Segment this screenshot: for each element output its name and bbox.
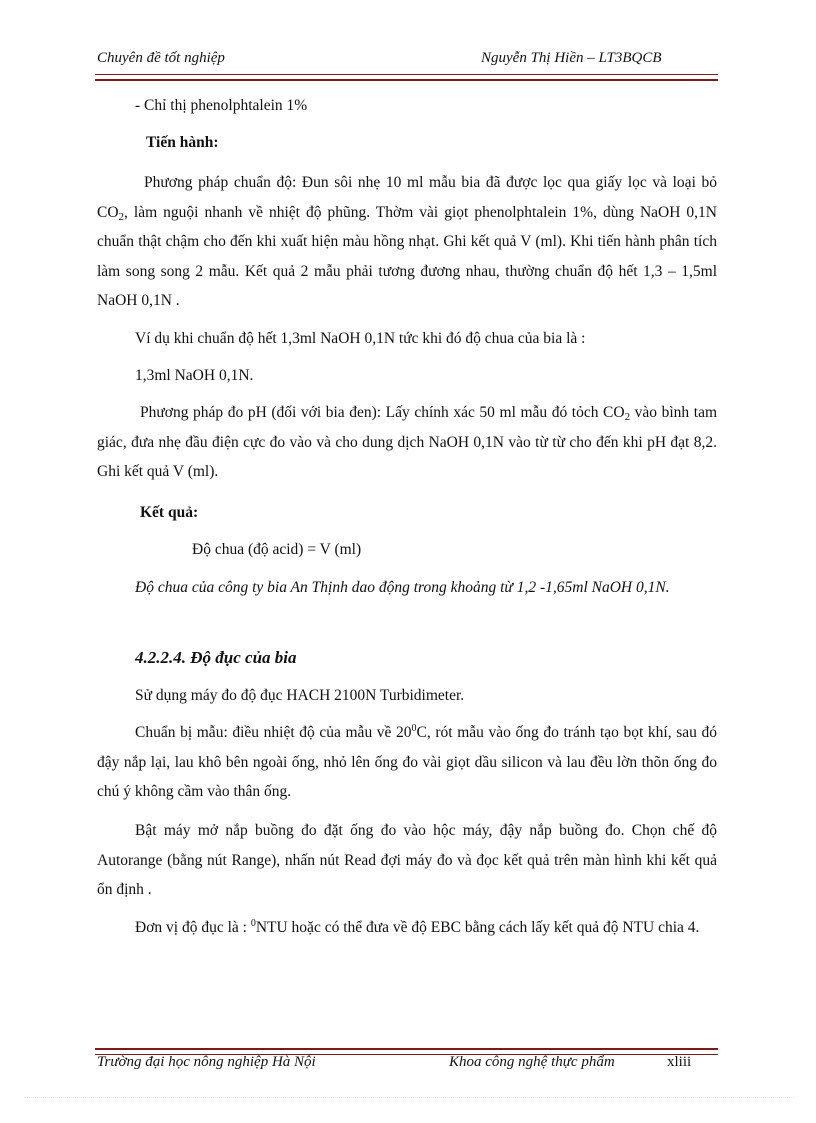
- paragraph-example-value: 1,3ml NaOH 0,1N.: [135, 367, 254, 384]
- paragraph-indicator: - Chỉ thị phenolphtalein 1%: [135, 97, 308, 114]
- paragraph-ph-method: Phương pháp đo pH (đối với bia đen): Lấy chính xác 50 ml mẫu đó tỏch $CO_2$ vào bình tam giác, đưa nhẹ đầu điện cực đo vào và cho dung dịch NaOH 0,1N vào từ từ cho đến khi pH đạt 8,2. Ghi kết quả V (ml).: [97, 404, 718, 480]
- footer-faculty: Khoa công nghệ thực phẩm: [449, 1054, 615, 1070]
- paragraph-example: Ví dụ khi chuẩn độ hết 1,3ml NaOH 0,1N tức khi đó độ chua của bia là :: [135, 330, 586, 347]
- page-footer: [97, 1054, 717, 1076]
- section-heading-turbidity: 4.2.2.4. Độ đục của bia: [135, 648, 297, 667]
- page-number: xliii: [667, 1054, 692, 1070]
- paragraph-turbidimeter: Sử dụng máy đo độ đục HACH 2100N Turbidimeter.: [135, 687, 465, 704]
- footer-university: Trường đại học nông nghiệp Hà Nội: [97, 1054, 316, 1070]
- paragraph-sample-prep: Chuẩn bị mẫu: điều nhiệt độ của mẫu về $20^0C$, rót mẫu vào ống đo tránh tạo bọt khí, sau đó đậy nắp lại, lau khô bên ngoài ống, nhỏ lên ống đo vài giọt dầu silicon và lau đều lờn thõn ống đo chú ý không cầm vào thân ống.: [97, 723, 717, 800]
- header-left: Chuyên đề tốt nghiệp: [97, 50, 225, 66]
- paragraph-unit: Đơn vị độ đục là : $^0$NTU hoặc có thể đưa về độ EBC bằng cách lấy kết quả độ NTU chia 4.: [135, 918, 700, 936]
- header-right: Nguyễn Thị Hiền – LT3BQCB: [481, 50, 662, 66]
- page-header: [97, 50, 717, 72]
- page-break-line: [24, 1097, 794, 1098]
- formula-acidity: Độ chua (độ acid) = V (ml): [192, 541, 362, 558]
- label-result: Kết quả:: [140, 504, 199, 521]
- paragraph-titration-method: Phương pháp chuẩn độ: Đun sôi nhẹ 10 ml mẫu bia đã được lọc qua giấy lọc và loại bỏ $CO_2$, làm nguội nhanh về nhiệt độ phũng. Thờm vài giọt phenolphtalein 1%, dùng NaOH 0,1N chuẩn thật chậm cho đến khi xuất hiện màu hồng nhạt. Ghi kết quả V (ml). Khi tiến hành phân tích làm song song 2 mẫu. Kết quả 2 mẫu phải tương đương nhau, thường chuẩn độ hết 1,3 – 1,5ml NaOH 0,1N .: [97, 174, 717, 309]
- paragraph-acidity-range: Độ chua của công ty bia An Thịnh dao động trong khoảng từ 1,2 -1,65ml NaOH 0,1N.: [135, 579, 670, 596]
- paragraph-measurement: Bật máy mở nắp buồng đo đặt ống đo vào hộc máy, đậy nắp buồng đo. Chọn chế độ Autorange (bằng nút Range), nhấn nút Read đợi máy đo và đọc kết quả trên màn hình khi kết quả ổn định .: [97, 822, 717, 898]
- label-procedure: Tiến hành:: [146, 134, 219, 151]
- header-rule: [95, 74, 718, 81]
